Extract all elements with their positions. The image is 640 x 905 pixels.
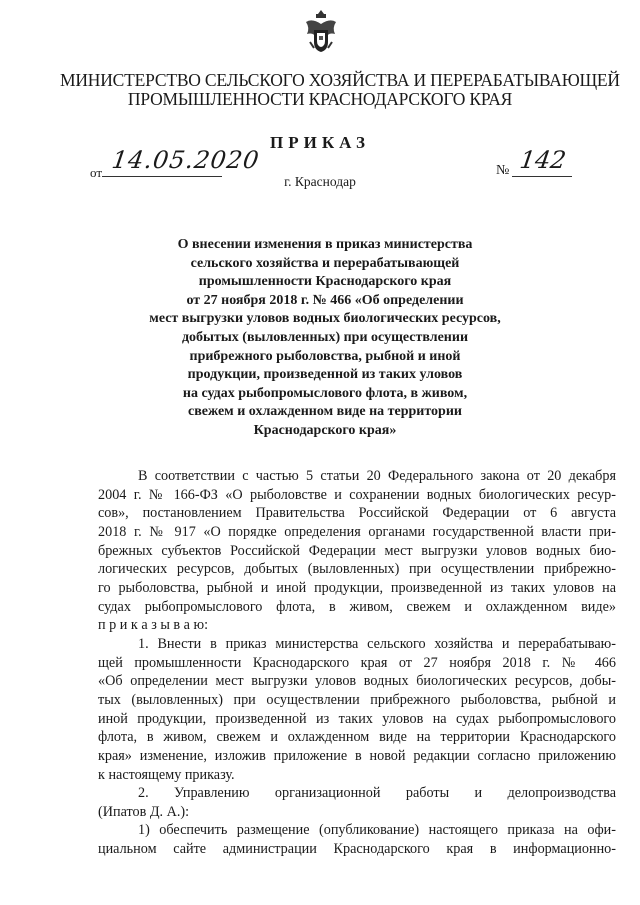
subject-line: свежем и охлажденном виде на территории: [188, 404, 462, 420]
order-number: 142: [518, 146, 568, 174]
body-line: края» изменение, изложив приложение в новой редакции согласно приложению: [98, 747, 616, 764]
body-line: «Об определении мест выгрузки уловов водных биологических ресурсов, добы-: [98, 673, 616, 690]
subject-line: Краснодарского края»: [253, 422, 397, 438]
subject-line: на судах рыбопромыслового флота, в живом,: [182, 385, 468, 401]
subject-line: продукции, произведенной из таких уловов: [187, 367, 463, 383]
body-line: логических ресурсов, добытых (выловленных) при осуществлении прибрежно-: [98, 561, 616, 578]
date-number-row: [0, 148, 640, 198]
body-line: 1. Внести в приказ министерства сельского хозяйства и перерабатываю-: [138, 635, 616, 652]
order-subject: [140, 236, 510, 441]
body-line: п р и к а з ы в а ю:: [98, 617, 209, 634]
subject-line: от 27 ноября 2018 г. № 466 «Об определении: [186, 292, 464, 308]
city-name: г. Краснодар: [284, 174, 356, 189]
body-line: брежных субъектов Российской Федерации мест выгрузки уловов водных био-: [98, 542, 616, 559]
coat-of-arms-icon: [302, 8, 340, 56]
body-line: 2004 г. № 166-ФЗ «О рыболовстве и сохранении водных биологических ресур-: [98, 486, 616, 503]
subject-line: прибрежного рыболовства, рыбной и иной: [189, 348, 461, 364]
body-line: сов», постановлением Правительства Российской Федерации от 6 августа: [98, 505, 616, 522]
number-label: №: [496, 163, 510, 178]
body-line: иной продукции, произведенной из таких уловов на судах рыбопромыслового: [98, 710, 616, 727]
body-line: 2018 г. № 917 «О порядке определения органами государственной власти при-: [98, 523, 616, 540]
subject-line: О внесении изменения в приказ министерства: [177, 237, 473, 252]
subject-line: мест выгрузки уловов водных биологических ресурсов,: [149, 311, 501, 327]
body-line: к настоящему приказу.: [98, 766, 235, 783]
body-line: щей промышленности Краснодарского края от 27 ноября 2018 г. № 466: [98, 654, 616, 671]
body-line: В соответствии с частью 5 статьи 20 Федерального закона от 20 декабря: [138, 468, 616, 484]
body-line: го рыболовства, рыбной и иной продукции, произведенной из таких уловов на: [98, 579, 616, 596]
body-line: 2. Управлению организационной работы и делопроизводства: [138, 785, 616, 802]
body-line: тых (выловленных) при осуществлении прибрежного рыболовства, рыбной и: [98, 691, 616, 708]
ministry-name: [60, 70, 620, 109]
subject-line: сельского хозяйства и перерабатывающей: [190, 255, 460, 271]
order-body: [98, 467, 616, 859]
body-line: флота, в живом, свежем и охлажденном виде на территории Краснодарского: [98, 729, 616, 746]
ministry-line-2: ПРОМЫШЛЕННОСТИ КРАСНОДАРСКОГО КРАЯ: [127, 89, 513, 109]
subject-line: промышленности Краснодарского края: [198, 274, 452, 290]
date-prefix: от: [90, 165, 103, 180]
subject-line: добытых (выловленных) при осуществлении: [181, 329, 469, 345]
body-line: 1) обеспечить размещение (опубликование) настоящего приказа на офи-: [138, 822, 616, 839]
body-line: циальном сайте администрации Краснодарского края в информационно-: [98, 841, 616, 858]
ministry-line-1: МИНИСТЕРСТВО СЕЛЬСКОГО ХОЗЯЙСТВА И ПЕРЕРАБАТЫВАЮЩЕЙ: [60, 70, 620, 90]
order-date: 14.05.2020: [110, 146, 262, 174]
body-line: (Ипатов Д. А.):: [98, 803, 190, 820]
body-line: судах рыбопромыслового флота, в живом, свежем и охлажденном виде»: [98, 598, 616, 615]
document-type-title: ПРИКАЗ: [270, 133, 370, 152]
